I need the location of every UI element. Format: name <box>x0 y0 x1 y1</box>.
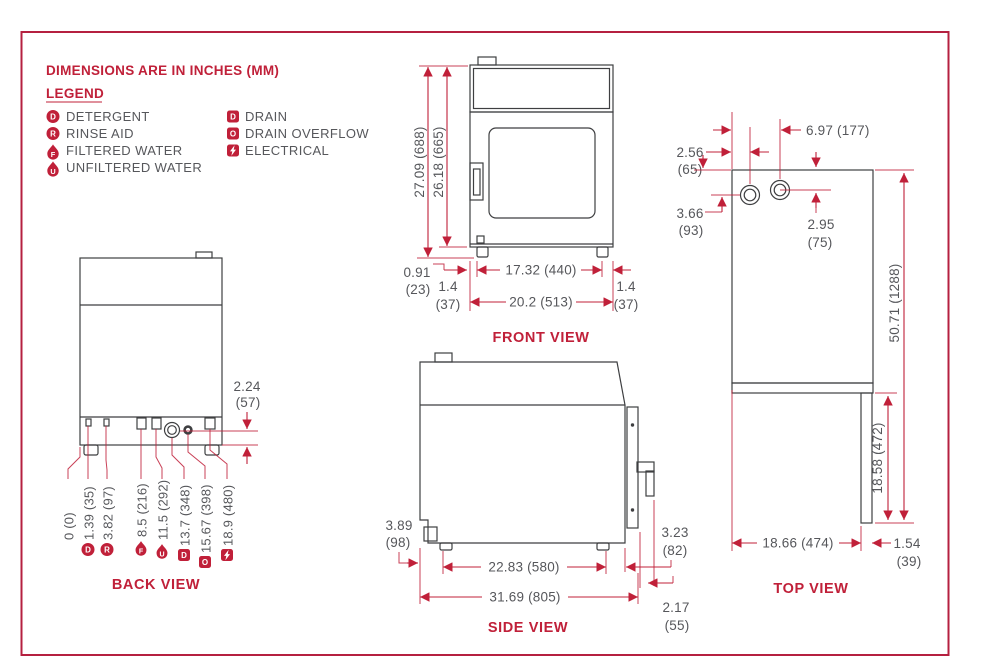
dim-text: 0.91 <box>403 265 431 280</box>
top-view <box>676 112 921 597</box>
filtered-water-port <box>137 418 146 429</box>
connection-label: 8.5 (216) <box>134 483 150 537</box>
legend-heading: LEGEND <box>46 86 105 101</box>
connection-label: 0 (0) <box>61 512 77 540</box>
units-note: DIMENSIONS ARE IN INCHES (MM) <box>46 63 280 78</box>
dim-text: 2.56 <box>676 145 704 160</box>
dim-side <box>385 500 689 633</box>
filtered-water-icon-letter: F <box>50 150 56 160</box>
front-top-tab <box>478 57 496 65</box>
side-foot-right <box>597 543 609 550</box>
dim-text: 3.89 <box>385 518 413 533</box>
side-view-title: SIDE VIEW <box>487 620 569 636</box>
legend-item-detergent <box>47 109 150 124</box>
dim-text: (23) <box>405 282 431 297</box>
dim-text: 22.83 (580) <box>488 559 560 575</box>
side-view <box>385 353 689 636</box>
legend-item-filtered-water <box>47 143 182 160</box>
electrical-port <box>205 418 215 429</box>
dim-text: 50.71 (1288) <box>887 263 902 343</box>
legend-label: RINSE AID <box>66 126 134 141</box>
dim-text: (57) <box>235 395 261 410</box>
drain-overflow-icon-letter: O <box>229 129 237 139</box>
drain-icon-letter: D <box>230 112 236 122</box>
side-foot-left <box>440 543 452 550</box>
side-body <box>420 362 625 543</box>
legend-item-rinse-aid <box>47 126 134 141</box>
front-indicator <box>477 236 484 243</box>
front-view <box>403 57 638 346</box>
back-leader-lines <box>68 426 227 479</box>
dim-text: 6.97 (177) <box>806 123 870 138</box>
dim-text: 18.58 (472) <box>870 422 885 494</box>
back-connection-labels <box>61 479 236 556</box>
connection-label: 11.5 (292) <box>155 479 171 540</box>
front-view-title: FRONT VIEW <box>492 330 590 346</box>
back-foot-right <box>205 445 219 455</box>
dim-text: (37) <box>613 297 639 312</box>
connection-label: 1.39 (35) <box>81 486 97 540</box>
front-foot-left <box>477 247 488 257</box>
legend-block <box>46 63 369 177</box>
dim-text: 17.32 (440) <box>505 262 577 278</box>
connection-label: 15.67 (398) <box>198 484 214 553</box>
dim-text: 1.4 <box>438 279 458 294</box>
dim-text: (39) <box>896 554 922 569</box>
back-view-title: BACK VIEW <box>111 577 201 593</box>
dim-back-drain-height <box>180 379 261 464</box>
dim-front-heights <box>412 66 474 258</box>
rinse-aid-icon-letter: R <box>50 129 56 139</box>
dim-text: (65) <box>677 162 703 177</box>
connection-label: 13.7 (348) <box>177 484 193 546</box>
dim-text: (75) <box>807 235 833 250</box>
back-top-tab <box>196 252 212 258</box>
top-pipe-1 <box>741 186 760 205</box>
front-foot-right <box>597 247 608 257</box>
legend-item-unfiltered-water <box>47 160 202 177</box>
drain-port <box>165 423 180 438</box>
dim-text: (37) <box>435 297 461 312</box>
dim-front-bottom <box>403 261 638 312</box>
back-foot-left <box>84 445 98 455</box>
dim-text: (82) <box>662 543 688 558</box>
front-body <box>470 112 613 247</box>
legend-label: ELECTRICAL <box>245 143 330 158</box>
icon-letter: U <box>159 551 165 559</box>
front-control-panel <box>470 65 613 112</box>
dim-text: (98) <box>385 535 411 550</box>
dim-text: 3.23 <box>661 525 689 540</box>
side-drain-fitting <box>424 527 437 541</box>
unfiltered-water-icon-letter: U <box>50 167 56 177</box>
dim-text: 3.66 <box>676 206 704 221</box>
dim-text: 2.95 <box>807 217 835 232</box>
dim-top <box>676 112 921 569</box>
rinse-aid-port <box>104 419 109 426</box>
dim-text: (93) <box>678 223 704 238</box>
front-door-window <box>489 128 595 218</box>
top-ledge <box>732 383 873 393</box>
dim-text: 1.54 <box>893 536 921 551</box>
side-top-tab <box>435 353 452 362</box>
dim-text: (55) <box>664 618 690 633</box>
icon-letter: R <box>104 545 110 555</box>
legend-label: DETERGENT <box>66 109 150 124</box>
detergent-icon-letter: D <box>50 112 56 122</box>
icon-letter: F <box>138 548 144 556</box>
icon-letter: D <box>181 551 187 560</box>
dim-text: 2.17 <box>662 600 690 615</box>
dim-text: 18.66 (474) <box>762 535 834 551</box>
dim-text: 20.2 (513) <box>509 294 573 310</box>
connection-label: 3.82 (97) <box>100 486 116 540</box>
legend-item-drain-overflow <box>227 126 369 141</box>
connection-label: 18.9 (480) <box>220 484 236 546</box>
legend-label: UNFILTERED WATER <box>66 160 203 175</box>
dim-text: 1.4 <box>616 279 636 294</box>
unfiltered-water-port <box>152 418 161 429</box>
legend-item-drain <box>227 109 287 124</box>
top-body <box>732 170 873 383</box>
legend-label: DRAIN OVERFLOW <box>245 126 370 141</box>
back-view <box>62 252 261 593</box>
dim-text: 31.69 (805) <box>489 589 561 605</box>
dim-text: 26.18 (665) <box>431 126 446 198</box>
drain-overflow-port <box>185 427 192 434</box>
detergent-port <box>86 419 91 426</box>
legend-label: DRAIN <box>245 109 288 124</box>
dim-text: 27.09 (688) <box>412 126 427 198</box>
top-view-title: TOP VIEW <box>773 581 849 597</box>
icon-letter: D <box>85 545 91 555</box>
legend-label: FILTERED WATER <box>66 143 183 158</box>
icon-letter: O <box>201 558 209 567</box>
dim-text: 2.24 <box>233 379 261 394</box>
legend-item-electrical <box>227 143 329 158</box>
